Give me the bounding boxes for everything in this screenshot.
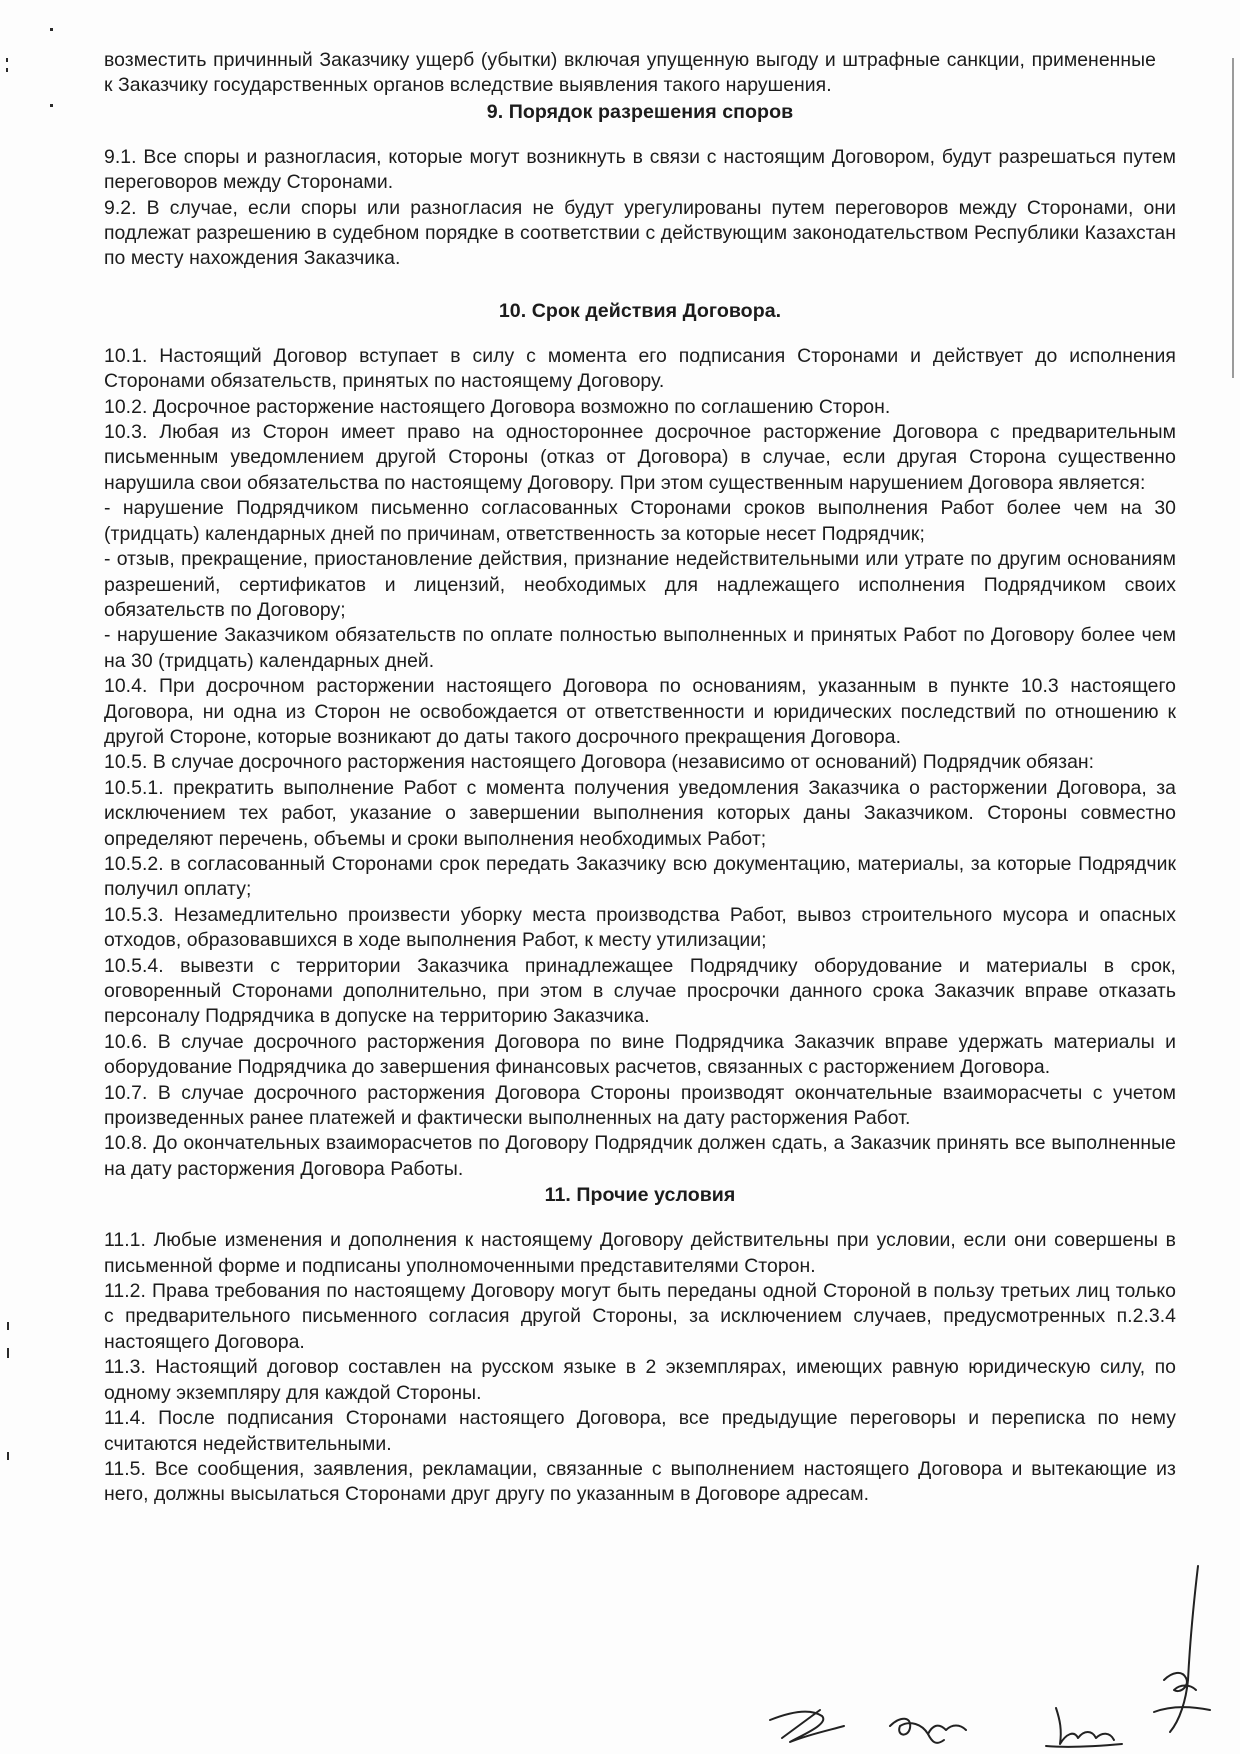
clause-9-2: 9.2. В случае, если споры или разногласия не будут урегулированы путем переговоров между Сторонами, они подлежат разрешению в судебном порядке в соответствии с действующим законодательством Республики Казахстан по месту нахождения Заказчика. xyxy=(104,196,1176,270)
scan-mark xyxy=(1232,58,1234,378)
clause-10-3-item-1: - нарушение Подрядчиком письменно согласованных Сторонами сроков выполнения Работ более чем на 30 (тридцать) календарных дней по причинам, ответственность за которые несет Подрядчик; xyxy=(104,497,1176,545)
clause-10-2: 10.2. Досрочное расторжение настоящего Договора возможно по соглашению Сторон. xyxy=(104,395,891,418)
handwritten-signature-icon xyxy=(1150,1560,1220,1740)
clause-10-7: 10.7. В случае досрочного расторжения Договора Стороны производят окончательные взаиморасчеты с учетом произведенных ранее платежей и фактически выполненных на дату расторжения Работ. xyxy=(104,1081,1176,1130)
clause-11-3: 11.3. Настоящий договор составлен на русском языке в 2 экземплярах, имеющих равную юридическую силу, по одному экземпляру для каждой Стороны. xyxy=(104,1356,1176,1404)
clause-9-1: 9.1. Все споры и разногласия, которые могут возникнуть в связи с настоящим Договором, будут разрешаться путем переговоров между Сторонами. xyxy=(104,145,1176,194)
scan-mark xyxy=(7,1322,9,1330)
clause-10-3-item-2: - отзыв, прекращение, приостановление действия, признание недействительными или утрате по другим основаниям разрешений, сертификатов и лицензий, необходимых для надлежащего исполнения Подрядчиком своих обязательств по Договору; xyxy=(104,548,1176,621)
clause-10-5: 10.5. В случае досрочного расторжения настоящего Договора (независимо от оснований) Подрядчик обязан: xyxy=(104,751,1095,774)
clause-11-5: 11.5. Все сообщения, заявления, рекламации, связанные с выполнением настоящего Договора и вытекающие из него, должны высылаться Сторонами друг другу по указанным в Договоре адресам. xyxy=(104,1457,1176,1506)
clause-10-5-3: 10.5.3. Незамедлительно произвести уборку места производства Работ, вывоз строительного мусора и опасных отходов, образовавшихся в ходе выполнения Работ, к месту утилизации; xyxy=(104,903,1176,952)
section-11-heading: 11. Прочие условия xyxy=(544,1184,736,1207)
scan-mark xyxy=(7,1452,9,1460)
clause-10-3-item-3: - нарушение Заказчиком обязательств по оплате полностью выполненных и принятых Работ по Договору более чем на 30 (тридцать) календарных дней. xyxy=(104,624,1176,672)
clause-10-8: 10.8. До окончательных взаиморасчетов по Договору Подрядчик должен сдать, а Заказчик принять все выполненные на дату расторжения Договора Работы. xyxy=(104,1132,1176,1180)
clause-11-2: 11.2. Права требования по настоящему Договору могут быть переданы одной Стороной в пользу третьих лиц только с предварительного письменного согласия другой Стороны, за исключением случаев, предусмотренных п.2.3.4 настоящего Договора. xyxy=(104,1280,1176,1353)
clause-11-4: 11.4. После подписания Сторонами настоящего Договора, все предыдущие переговоры и переписка по нему считаются недействительными. xyxy=(104,1407,1176,1455)
clause-11-1: 11.1. Любые изменения и дополнения к настоящему Договору действительны при условии, если они совершены в письменной форме и подписаны уполномоченными представителями Сторон. xyxy=(104,1229,1176,1277)
section-10-body xyxy=(104,344,1176,1182)
contract-text xyxy=(104,48,1176,1508)
clause-10-1: 10.1. Настоящий Договор вступает в силу с момента его подписания Сторонами и действует до исполнения Сторонами обязательств, принятых по настоящему Договору. xyxy=(104,344,1176,393)
intro-paragraph: возместить причинный Заказчику ущерб (убытки) включая упущенную выгоду и штрафные санкции, примененные к Заказчику государственных органов вследствие выявления такого нарушения. xyxy=(104,49,1156,97)
scan-mark xyxy=(50,104,53,107)
section-9-heading: 9. Порядок разрешения споров xyxy=(486,100,794,123)
handwritten-signature-icon xyxy=(760,1690,1190,1754)
clause-10-5-1: 10.5.1. прекратить выполнение Работ с момента получения уведомления Заказчика о расторжении Договора, за исключением тех работ, указание о завершении выполнения которых даны Заказчиком. Стороны совместно определяют перечень, объемы и сроки выполнения необходимых Работ; xyxy=(104,776,1176,850)
clause-10-3: 10.3. Любая из Сторон имеет право на одностороннее досрочное расторжение Договора с предварительным письменным уведомлением другой Стороны (отказ от Договора) в случае, если другая Сторона существенно нарушила свои обязательства по настоящему Договору. При этом существенным нарушением Договора является: xyxy=(104,421,1176,494)
scan-mark xyxy=(7,1348,9,1358)
clause-10-6: 10.6. В случае досрочного расторжения Договора по вине Подрядчика Заказчик вправе удержать материалы и оборудование Подрядчика до завершения финансовых расчетов, связанных с расторжением Договора. xyxy=(104,1030,1176,1079)
scan-mark xyxy=(6,58,8,62)
intro-block xyxy=(104,48,1176,99)
clause-10-4: 10.4. При досрочном расторжении настоящего Договора по основаниям, указанным в пункте 10.3 настоящего Договора, ни одна из Сторон не освобождается от ответственности и юридических последствий по отношению к другой Стороне, которые возникают до даты такого досрочного прекращения Договора. xyxy=(104,675,1176,748)
section-11-body xyxy=(104,1228,1176,1507)
clause-10-5-2: 10.5.2. в согласованный Сторонами срок передать Заказчику всю документацию, материалы, за которые Подрядчик получил оплату; xyxy=(104,852,1176,901)
section-10-heading: 10. Срок действия Договора. xyxy=(498,299,782,322)
scan-mark xyxy=(6,68,8,72)
section-9-body xyxy=(104,145,1176,272)
scan-mark xyxy=(50,28,53,31)
clause-10-5-4: 10.5.4. вывезти с территории Заказчика принадлежащее Подрядчику оборудование и материалы в срок, оговоренный Сторонами дополнительно, при этом в случае просрочки данного срока Заказчик вправе отказать персоналу Подрядчика в допуске на территорию Заказчика. xyxy=(104,954,1176,1028)
